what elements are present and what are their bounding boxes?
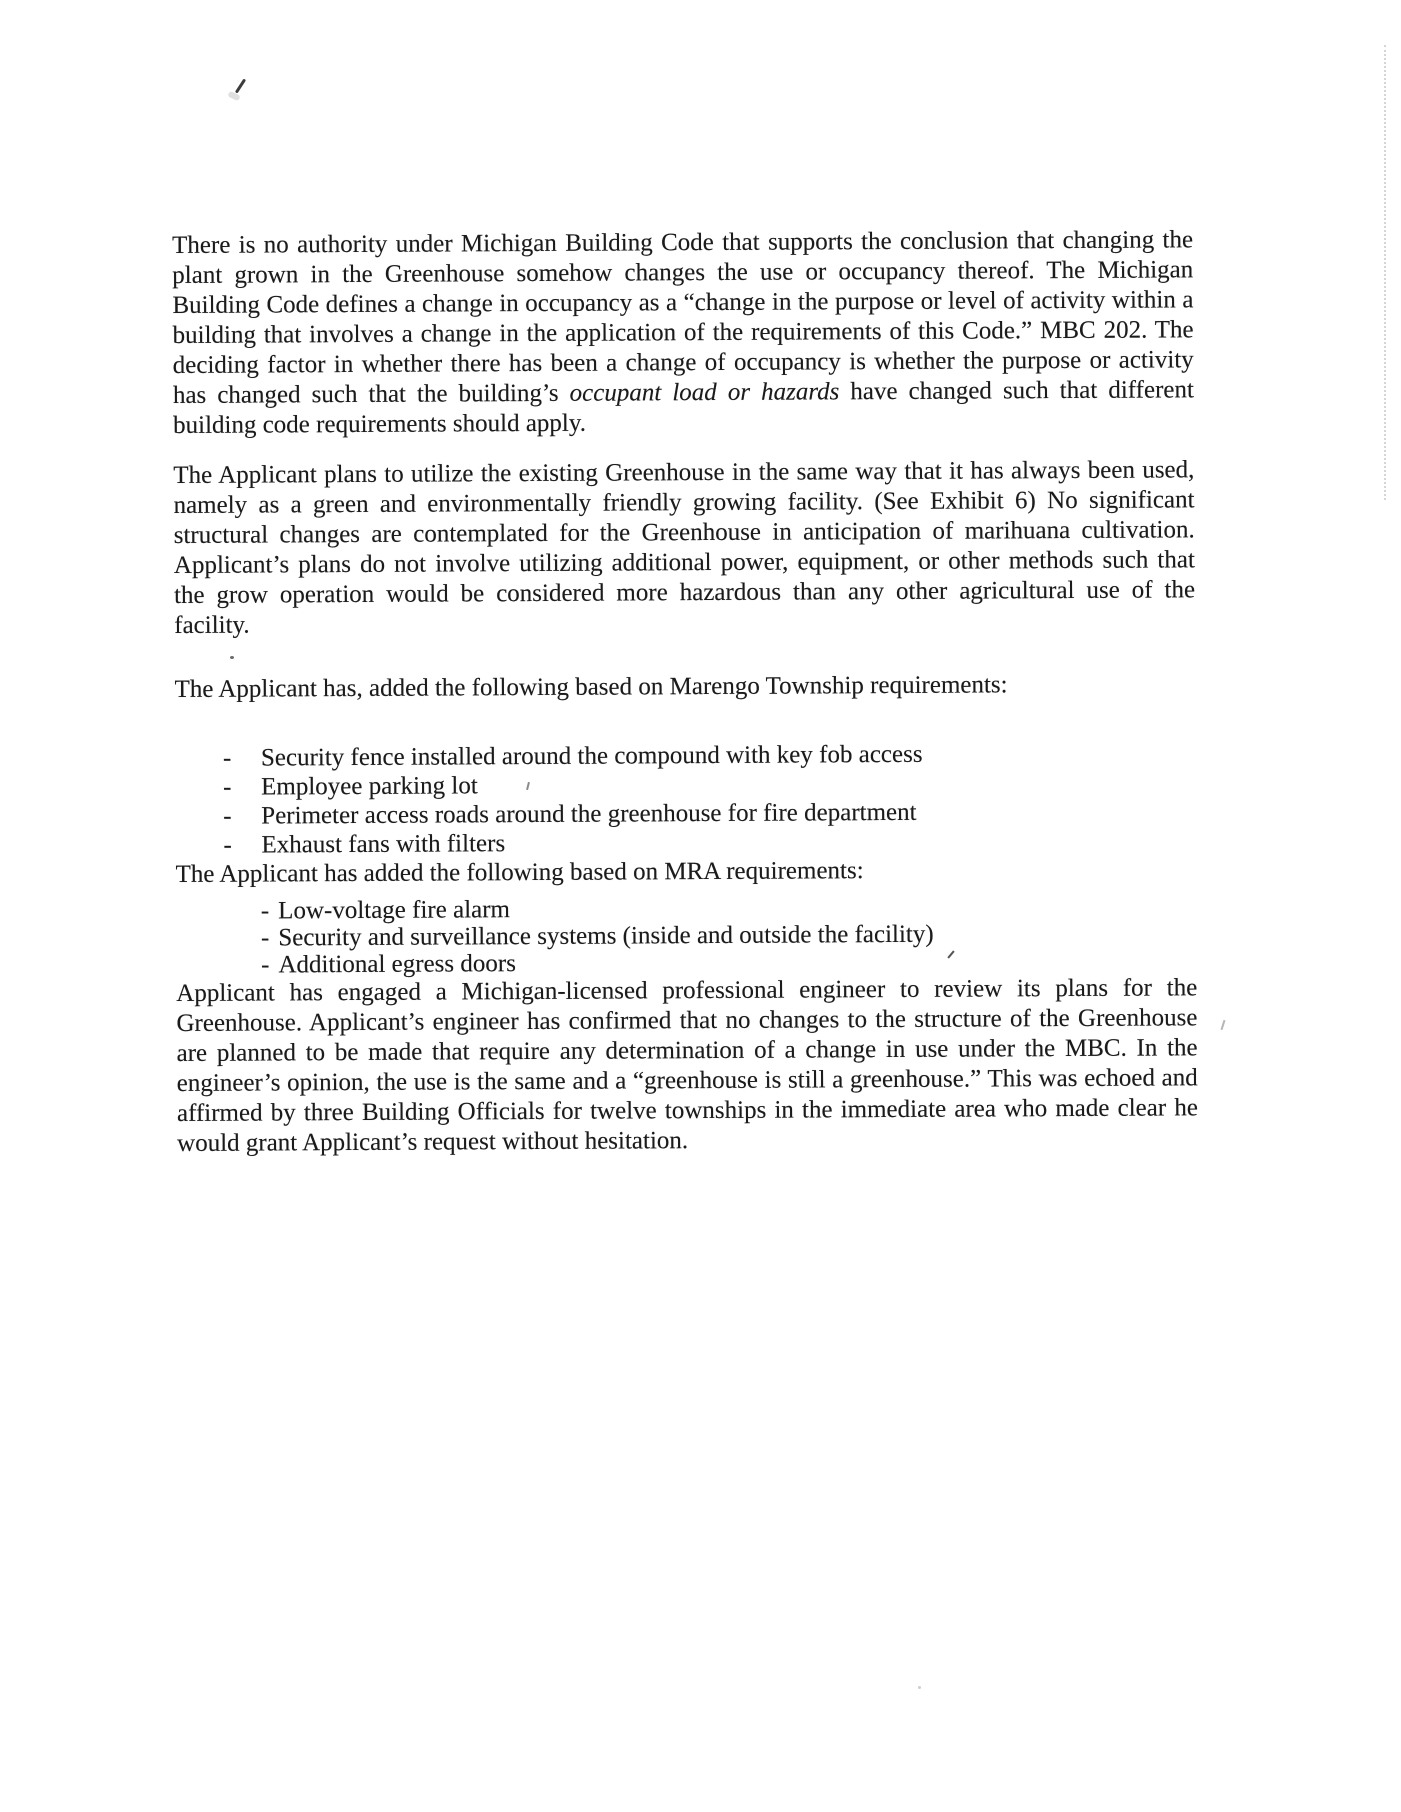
list-item-text: Security and surveillance systems (inside and outside the facility)	[278, 920, 934, 952]
list-item-text: Security fence installed around the compound with key fob access	[260, 740, 923, 772]
paragraph-applicant-plans: The Applicant plans to utilize the existing Greenhouse in the same way that it has always been used, namely as a green and environmentally friendly growing facility. (See Exhibit 6) No significant structural changes are contemplated for the Greenhouse in anticipation of marihuana cultivation. Applicant’s plans do not involve utilizing additional power, equipment, or other methods such that the grow operation would be considered more hazardous than any other agricultural use of the facility.	[173, 456, 1196, 639]
paragraph-engineer: Applicant has engaged a Michigan-licensed professional engineer to review its plans for the Greenhouse. Applicant’s engineer has confirmed that no changes to the structure of the Greenhouse are planned to be made that require any determination of a change in use under the MBC. In the engineer’s opinion, the use is the same and a “greenhouse is still a greenhouse.” This was echoed and affirmed by three Building Officials for twelve townships in the immediate area who made clear he would grant Applicant’s request without hesitation.	[176, 974, 1198, 1157]
marengo-requirements-intro: The Applicant has, added the following based on Marengo Township requirements:	[174, 671, 1008, 703]
list-dash: -	[223, 802, 232, 830]
scanner-edge-artifact	[1384, 45, 1386, 500]
list-dash: -	[223, 773, 232, 801]
paragraph-building-code	[172, 225, 1194, 441]
scan-speckle-tick	[1221, 1020, 1226, 1030]
list-dash: -	[260, 897, 270, 925]
list-dash: -	[222, 744, 232, 772]
list-dash: -	[223, 831, 232, 859]
list-dash: -	[260, 924, 270, 952]
list-dash: -	[261, 951, 270, 979]
list-item-text: Low-voltage fire alarm	[278, 896, 511, 925]
italic-occupant-load-phrase: occupant load or hazards	[569, 378, 840, 407]
list-item-text: Employee parking lot	[261, 772, 478, 801]
letter-body	[172, 225, 1198, 1159]
list-item-text: Additional egress doors	[278, 950, 516, 979]
mra-requirements-list	[176, 892, 1197, 979]
paragraph-building-code-text-end: have changed such that different building code requirements should apply.	[173, 376, 1194, 439]
mra-requirements-intro: The Applicant has added the following based on MRA requirements:	[175, 857, 864, 888]
pen-slash-mark	[235, 78, 246, 93]
pen-smudge-mark	[227, 91, 240, 102]
paragraph-building-code-text: There is no authority under Michigan Building Code that supports the conclusion that changing the plant grown in the Greenhouse somehow changes the use or occupancy thereof. The Michigan Building Code defines a change in occupancy as a “change in the purpose or level of activity within a building that involves a change in the application of the requirements of this Code.” MBC 202. The deciding factor in whether there has been a change of occupancy is whether the purpose or activity has changed such that the building’s	[172, 226, 1194, 409]
list-item-text: Perimeter access roads around the greenhouse for fire department	[261, 798, 917, 830]
list-item-text: Exhaust fans with filters	[261, 830, 506, 859]
scan-speckle-dot	[918, 1686, 921, 1689]
marengo-requirements-list	[175, 738, 1197, 860]
